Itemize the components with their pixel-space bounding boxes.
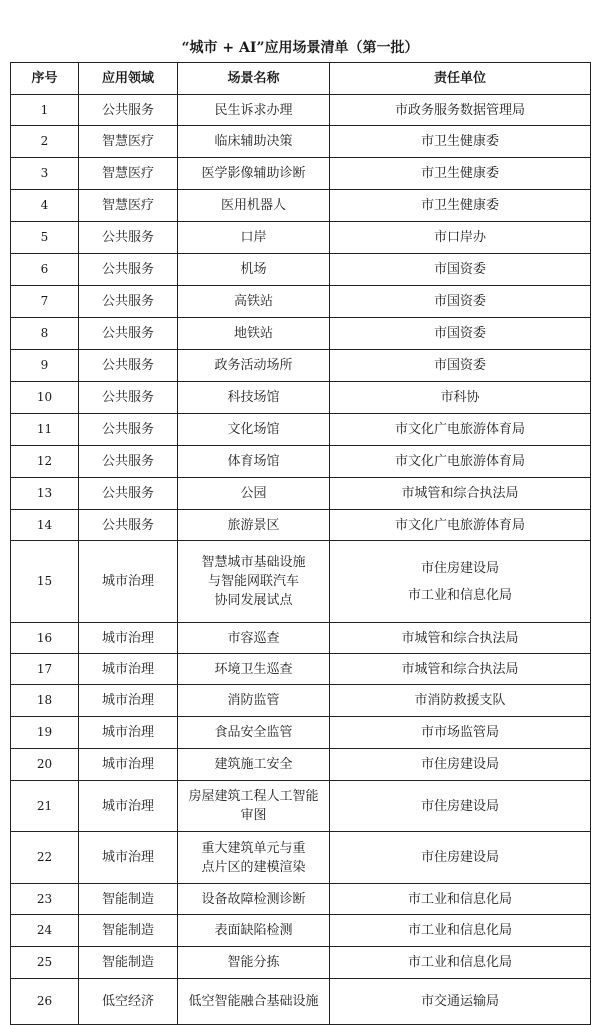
application-field: 公共服务 xyxy=(79,286,178,318)
application-field: 城市治理 xyxy=(79,749,178,781)
scene-name: 医学影像辅助诊断 xyxy=(178,158,330,190)
table-row xyxy=(11,126,591,158)
responsible-unit xyxy=(330,126,591,158)
scene-name: 政务活动场所 xyxy=(178,350,330,382)
responsible-unit xyxy=(330,685,591,717)
responsible-unit-name: 市工业和信息化局 xyxy=(407,587,512,603)
scene-name: 旅游景区 xyxy=(178,510,330,541)
scene-name: 表面缺陷检测 xyxy=(178,915,330,947)
row-number: 25 xyxy=(11,947,79,979)
responsible-unit xyxy=(330,318,591,350)
scene-name: 建筑施工安全 xyxy=(178,749,330,781)
responsible-unit-name: 市市场监管局 xyxy=(420,725,499,740)
table-row xyxy=(11,382,591,414)
responsible-unit xyxy=(330,749,591,781)
responsible-unit-name: 市科协 xyxy=(440,390,480,405)
row-number: 2 xyxy=(11,126,79,158)
responsible-unit-name: 市城管和综合执法局 xyxy=(401,486,519,501)
application-field: 公共服务 xyxy=(79,446,178,478)
responsible-unit xyxy=(330,414,591,446)
scene-name: 设备故障检测诊断 xyxy=(178,884,330,915)
application-field: 公共服务 xyxy=(79,254,178,286)
application-field: 公共服务 xyxy=(79,382,178,414)
scene-name: 民生诉求办理 xyxy=(178,95,330,126)
responsible-unit-name: 市住房建设局 xyxy=(420,757,499,772)
responsible-unit-name: 市国资委 xyxy=(433,294,486,309)
responsible-unit xyxy=(330,158,591,190)
scene-name: 医用机器人 xyxy=(178,190,330,222)
application-field: 公共服务 xyxy=(79,510,178,541)
application-field: 城市治理 xyxy=(79,685,178,717)
application-field: 智能制造 xyxy=(79,947,178,979)
col-header-scene: 场景名称 xyxy=(178,63,330,95)
row-number: 9 xyxy=(11,350,79,382)
application-field: 公共服务 xyxy=(79,318,178,350)
row-number: 8 xyxy=(11,318,79,350)
row-number: 19 xyxy=(11,717,79,749)
col-header-no: 序号 xyxy=(11,63,79,95)
application-field: 公共服务 xyxy=(79,414,178,446)
scene-name: 口岸 xyxy=(178,222,330,254)
row-number: 1 xyxy=(11,95,79,126)
table-row xyxy=(11,623,591,654)
scene-name: 智能分拣 xyxy=(178,947,330,979)
application-field: 公共服务 xyxy=(79,222,178,254)
table-row xyxy=(11,541,591,623)
table-row xyxy=(11,350,591,382)
application-field: 智能制造 xyxy=(79,884,178,915)
row-number: 5 xyxy=(11,222,79,254)
row-number: 26 xyxy=(11,979,79,1025)
scene-name: 环境卫生巡查 xyxy=(178,654,330,685)
table-row xyxy=(11,884,591,915)
responsible-unit xyxy=(330,781,591,832)
scene-name: 地铁站 xyxy=(178,318,330,350)
scene-name: 重大建筑单元与重 点片区的建模渲染 xyxy=(178,832,330,884)
table-row xyxy=(11,286,591,318)
row-number: 22 xyxy=(11,832,79,884)
scene-name: 科技场馆 xyxy=(178,382,330,414)
row-number: 13 xyxy=(11,478,79,510)
row-number: 23 xyxy=(11,884,79,915)
responsible-unit-name: 市工业和信息化局 xyxy=(407,955,512,970)
table-row xyxy=(11,781,591,832)
application-field: 低空经济 xyxy=(79,979,178,1025)
table-row xyxy=(11,254,591,286)
scene-name: 体育场馆 xyxy=(178,446,330,478)
table-row xyxy=(11,510,591,541)
responsible-unit xyxy=(330,286,591,318)
responsible-unit-name: 市卫生健康委 xyxy=(420,166,499,181)
table-row xyxy=(11,717,591,749)
row-number: 6 xyxy=(11,254,79,286)
responsible-unit xyxy=(330,884,591,915)
application-field: 智慧医疗 xyxy=(79,190,178,222)
responsible-unit-name: 市工业和信息化局 xyxy=(407,891,512,907)
scenario-table xyxy=(10,62,591,1025)
table-row xyxy=(11,832,591,884)
row-number: 10 xyxy=(11,382,79,414)
responsible-unit-name: 市卫生健康委 xyxy=(420,198,499,213)
responsible-unit xyxy=(330,832,591,884)
responsible-unit-name: 市文化广电旅游体育局 xyxy=(394,517,525,533)
table-row xyxy=(11,915,591,947)
row-number: 16 xyxy=(11,623,79,654)
application-field: 城市治理 xyxy=(79,623,178,654)
table-row xyxy=(11,979,591,1025)
responsible-unit-name: 市文化广电旅游体育局 xyxy=(394,454,525,469)
responsible-unit-name: 市城管和综合执法局 xyxy=(401,630,519,646)
responsible-unit-name: 市国资委 xyxy=(433,262,486,277)
application-field: 公共服务 xyxy=(79,95,178,126)
row-number: 17 xyxy=(11,654,79,685)
responsible-unit xyxy=(330,446,591,478)
responsible-unit xyxy=(330,947,591,979)
scene-name: 高铁站 xyxy=(178,286,330,318)
responsible-unit xyxy=(330,510,591,541)
table-row xyxy=(11,318,591,350)
responsible-unit xyxy=(330,915,591,947)
row-number: 15 xyxy=(11,541,79,623)
responsible-unit xyxy=(330,478,591,510)
scene-name: 机场 xyxy=(178,254,330,286)
page-title: “城市 + AI”应用场景清单（第一批） xyxy=(181,40,419,56)
col-header-unit: 责任单位 xyxy=(330,63,591,95)
scene-name: 低空智能融合基础设施 xyxy=(178,979,330,1025)
responsible-unit xyxy=(330,95,591,126)
scene-name: 消防监管 xyxy=(178,685,330,717)
table-row xyxy=(11,190,591,222)
application-field: 公共服务 xyxy=(79,350,178,382)
table-row xyxy=(11,222,591,254)
row-number: 12 xyxy=(11,446,79,478)
responsible-unit-name: 市文化广电旅游体育局 xyxy=(394,422,525,437)
responsible-unit xyxy=(330,382,591,414)
scene-name: 房屋建筑工程人工智能 审图 xyxy=(178,781,330,832)
application-field: 公共服务 xyxy=(79,478,178,510)
scene-name: 食品安全监管 xyxy=(178,717,330,749)
responsible-unit-name: 市口岸办 xyxy=(433,230,486,245)
col-header-field: 应用领域 xyxy=(79,63,178,95)
responsible-unit-name: 市卫生健康委 xyxy=(420,134,499,149)
application-field: 城市治理 xyxy=(79,654,178,685)
row-number: 3 xyxy=(11,158,79,190)
responsible-unit-name: 市国资委 xyxy=(433,358,486,373)
scene-name: 公园 xyxy=(178,478,330,510)
row-number: 24 xyxy=(11,915,79,947)
scene-name: 智慧城市基础设施 与智能网联汽车 协同发展试点 xyxy=(178,541,330,623)
row-number: 18 xyxy=(11,685,79,717)
responsible-unit-name: 市工业和信息化局 xyxy=(407,923,512,938)
row-number: 4 xyxy=(11,190,79,222)
table-row xyxy=(11,95,591,126)
application-field: 城市治理 xyxy=(79,832,178,884)
responsible-unit xyxy=(330,254,591,286)
row-number: 21 xyxy=(11,781,79,832)
responsible-unit-name: 市政务服务数据管理局 xyxy=(394,102,525,118)
table-row xyxy=(11,654,591,685)
responsible-unit xyxy=(330,222,591,254)
table-row xyxy=(11,414,591,446)
responsible-unit xyxy=(330,350,591,382)
responsible-unit xyxy=(330,541,591,623)
application-field: 智能制造 xyxy=(79,915,178,947)
responsible-unit xyxy=(330,717,591,749)
application-field: 城市治理 xyxy=(79,541,178,623)
application-field: 智慧医疗 xyxy=(79,158,178,190)
table-row xyxy=(11,749,591,781)
responsible-unit-name: 市消防救援支队 xyxy=(414,693,506,708)
responsible-unit-name: 市城管和综合执法局 xyxy=(401,661,519,677)
row-number: 14 xyxy=(11,510,79,541)
responsible-unit-name: 市住房建设局 xyxy=(420,850,499,865)
table-row xyxy=(11,446,591,478)
responsible-unit xyxy=(330,623,591,654)
responsible-unit xyxy=(330,654,591,685)
scene-name: 文化场馆 xyxy=(178,414,330,446)
table-row xyxy=(11,478,591,510)
responsible-unit-name: 市国资委 xyxy=(433,326,486,341)
row-number: 11 xyxy=(11,414,79,446)
application-field: 城市治理 xyxy=(79,781,178,832)
responsible-unit-name: 市交通运输局 xyxy=(420,994,499,1009)
table-row xyxy=(11,947,591,979)
scene-name: 临床辅助决策 xyxy=(178,126,330,158)
responsible-unit xyxy=(330,979,591,1025)
application-field: 智慧医疗 xyxy=(79,126,178,158)
table-header-row xyxy=(11,63,591,95)
table-row xyxy=(11,158,591,190)
scene-name: 市容巡查 xyxy=(178,623,330,654)
application-field: 城市治理 xyxy=(79,717,178,749)
responsible-unit-name: 市住房建设局 xyxy=(420,560,499,576)
row-number: 7 xyxy=(11,286,79,318)
row-number: 20 xyxy=(11,749,79,781)
responsible-unit-name: 市住房建设局 xyxy=(420,798,499,814)
table-row xyxy=(11,685,591,717)
responsible-unit xyxy=(330,190,591,222)
